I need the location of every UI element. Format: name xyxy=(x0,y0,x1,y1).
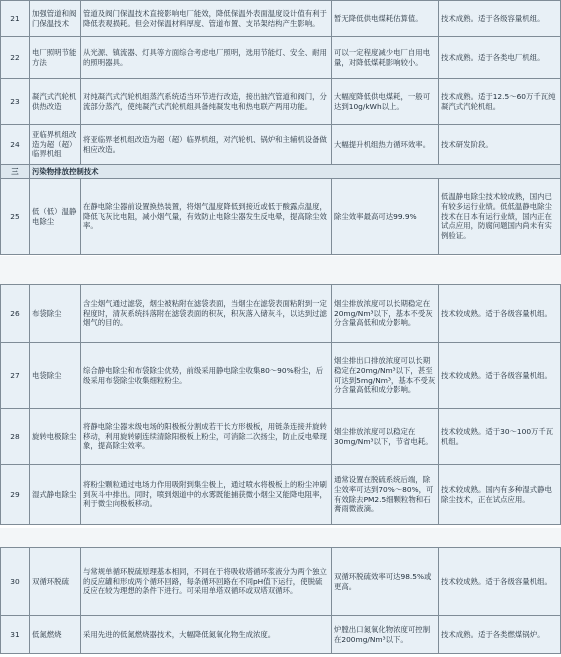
page-gap xyxy=(0,256,561,284)
technology-table-part-1 xyxy=(0,0,561,255)
table-row xyxy=(1,409,561,465)
tech-name: 加强管道和阀门保温技术 xyxy=(30,1,81,37)
tech-description: 将亚临界老机组改造为超（超）临界机组，对汽轮机、锅炉和主辅机设备做相应改造。 xyxy=(81,125,332,165)
tech-effect: 暂无降低供电煤耗估算值。 xyxy=(332,1,439,37)
row-number: 26 xyxy=(1,285,30,343)
page-gap xyxy=(0,528,561,547)
section-header-row xyxy=(1,165,561,179)
row-number: 21 xyxy=(1,1,30,37)
table-row xyxy=(1,285,561,343)
tech-maturity: 技术成熟。适于各类燃煤锅炉。 xyxy=(439,616,561,654)
tech-maturity: 技术较成熟。适于各级容量机组。 xyxy=(439,285,561,343)
tech-description: 综合静电除尘和布袋除尘优势，前级采用静电除尘收集80～90%粉尘，后级采用布袋除尘收集细粒粉尘。 xyxy=(81,343,332,409)
table-block-2 xyxy=(0,284,561,525)
technology-table-part-3 xyxy=(0,547,561,654)
section-title: 污染物排放控制技术 xyxy=(30,165,561,179)
tech-maturity: 技术研发阶段。 xyxy=(439,125,561,165)
tech-maturity: 技术较成熟。国内有多种湿式静电除尘技术，正在试点应用。 xyxy=(439,465,561,525)
tech-effect: 烟尘排放浓度可以稳定在30mg/Nm³以下，节省电耗。 xyxy=(332,409,439,465)
row-number: 24 xyxy=(1,125,30,165)
row-number: 31 xyxy=(1,616,30,654)
row-number: 29 xyxy=(1,465,30,525)
tech-description: 含尘烟气通过滤袋，烟尘被粘附在滤袋表面，当烟尘在滤袋表面粘附到一定程度时，清灰系统抖落附在滤袋表面的积灰，积灰落入储灰斗，以达到过滤烟气的目的。 xyxy=(81,285,332,343)
tech-name: 湿式静电除尘 xyxy=(30,465,81,525)
tech-description: 将静电除尘器末级电场的阳极板分割成若干长方形极板，用链条连接并旋转移动，利用旋转刷连续清除阳极板上粉尘，可消除二次扬尘，防止反电晕现象，提高除尘效率。 xyxy=(81,409,332,465)
table-row xyxy=(1,1,561,37)
tech-maturity: 技术成熟。适于各级容量机组。 xyxy=(439,1,561,37)
tech-maturity: 技术较成熟。适于30～100万千瓦机组。 xyxy=(439,409,561,465)
table-block-1 xyxy=(0,0,561,255)
tech-effect: 烟尘排出口排放浓度可以长期稳定在20mg/Nm³以下，甚至可达到5mg/Nm³，基本不受灰分含量高低和成分影响。 xyxy=(332,343,439,409)
tech-effect: 炉膛出口氮氧化物浓度可控制在200mg/Nm³以下。 xyxy=(332,616,439,654)
tech-effect: 双循环脱硫效率可达98.5%或更高。 xyxy=(332,548,439,616)
table-row xyxy=(1,179,561,255)
section-number: 三 xyxy=(1,165,30,179)
tech-effect: 大幅提升机组热力循环效率。 xyxy=(332,125,439,165)
table-row xyxy=(1,616,561,654)
tech-effect: 可以一定程度减少电厂自用电量，对降低煤耗影响较小。 xyxy=(332,37,439,79)
tech-effect: 大幅度降低供电煤耗，一般可达到10g/kWh以上。 xyxy=(332,79,439,125)
tech-maturity: 技术成熟。适于12.5～60万千瓦纯凝汽式汽轮机组。 xyxy=(439,79,561,125)
tech-name: 低氮燃烧 xyxy=(30,616,81,654)
table-row xyxy=(1,343,561,409)
tech-description: 与常规单循环脱硫原理基本相同，不同在于将吸收塔循环浆液分为两个独立的反应罐和形成两个循环回路，每条循环回路在不同pH值下运行，使脱硫反应在较为理想的条件下进行。可采用单塔双循环或双塔双循环。 xyxy=(81,548,332,616)
tech-description: 将粉尘颗粒通过电场力作用吸附到集尘极上，通过喷水将极板上的粉尘冲刷到灰斗中排出。同时，喷到烟道中的水雾既能捕获微小烟尘又能降电阻率，利于微尘向极板移动。 xyxy=(81,465,332,525)
tech-description: 从光源、镇流器、灯具等方面综合考虑电厂照明，选用节能灯、安全、耐用的照明器具。 xyxy=(81,37,332,79)
tech-maturity: 技术较成熟。适于各级容量机组。 xyxy=(439,343,561,409)
tech-name: 布袋除尘 xyxy=(30,285,81,343)
tech-name: 电厂照明节能方法 xyxy=(30,37,81,79)
tech-description: 在静电除尘器前设置换热装置，将烟气温度降低到接近或低于酸露点温度，降低飞灰比电阻，减小烟气量，有效防止电除尘器发生反电晕，提高除尘效率。 xyxy=(81,179,332,255)
tech-description: 管道及阀门保温技术直接影响电厂能效，降低保温外表面温度设计值有利于降低表观损耗。但会对保温材料厚度、管道布置、支吊架结构产生影响。 xyxy=(81,1,332,37)
table-row xyxy=(1,548,561,616)
tech-description: 采用先进的低氮燃烧器技术，大幅降低氮氧化物生成浓度。 xyxy=(81,616,332,654)
tech-maturity: 技术成熟。适于各类电厂机组。 xyxy=(439,37,561,79)
tech-effect: 除尘效率最高可达99.9% xyxy=(332,179,439,255)
table-row xyxy=(1,37,561,79)
row-number: 27 xyxy=(1,343,30,409)
table-row xyxy=(1,125,561,165)
tech-name: 双循环脱硫 xyxy=(30,548,81,616)
table-row xyxy=(1,465,561,525)
tech-name: 亚临界机组改造为超（超）临界机组 xyxy=(30,125,81,165)
tech-effect: 烟尘排放浓度可以长期稳定在20mg/Nm³以下，基本不受灰分含量高低和成分影响。 xyxy=(332,285,439,343)
tech-name: 低（低）温静电除尘 xyxy=(30,179,81,255)
table-block-3 xyxy=(0,547,561,654)
row-number: 22 xyxy=(1,37,30,79)
row-number: 23 xyxy=(1,79,30,125)
row-number: 30 xyxy=(1,548,30,616)
table-row xyxy=(1,79,561,125)
tech-effect: 通常设置在脱硫系统后端，除尘效率可达到70%～80%，可有效除去PM2.5细颗粒物和石膏雨微液滴。 xyxy=(332,465,439,525)
tech-name: 凝汽式汽轮机供热改造 xyxy=(30,79,81,125)
tech-name: 旋转电极除尘 xyxy=(30,409,81,465)
tech-maturity: 低温静电除尘技术较成熟，国内已有较多运行业绩。低低温静电除尘技术在日本有运行业绩，国内正在试点应用，防腐问题国内尚未有实例验证。 xyxy=(439,179,561,255)
row-number: 28 xyxy=(1,409,30,465)
tech-description: 对纯凝汽式汽轮机组蒸汽系统适当环节进行改造，接出抽汽管道和阀门，分流部分蒸汽，使纯凝汽式汽轮机组具备纯凝发电和热电联产两用功能。 xyxy=(81,79,332,125)
technology-table-part-2 xyxy=(0,284,561,525)
row-number: 25 xyxy=(1,179,30,255)
tech-name: 电袋除尘 xyxy=(30,343,81,409)
tech-maturity: 技术较成熟。适于各级容量机组。 xyxy=(439,548,561,616)
